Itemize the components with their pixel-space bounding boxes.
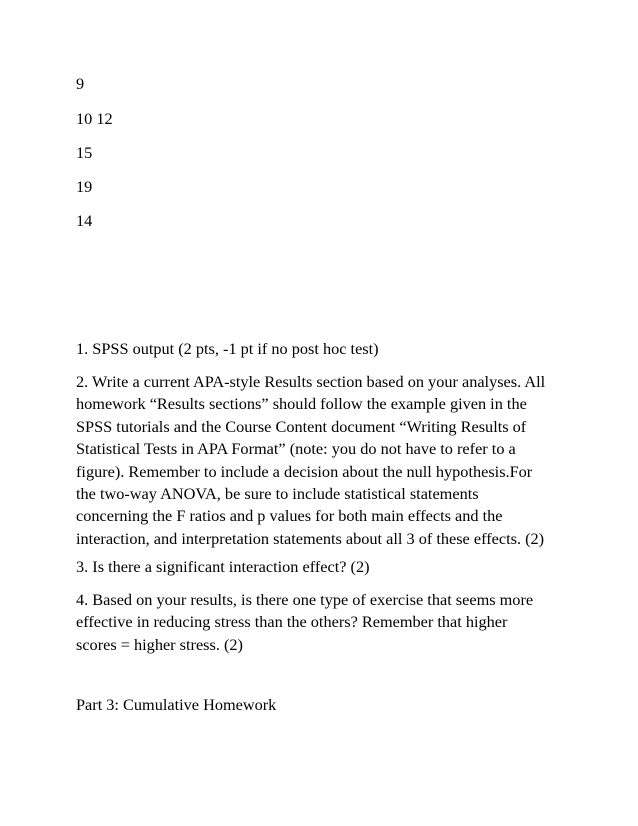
question-2-line: figure). Remember to include a decision about the null hypothesis.For xyxy=(76,461,533,481)
number-line: 15 xyxy=(76,143,93,162)
question-1: 1. SPSS output (2 pts, -1 pt if no post hoc test) xyxy=(76,339,379,358)
question-2-line: the two-way ANOVA, be sure to include statistical statements xyxy=(76,484,479,504)
question-2 xyxy=(76,371,576,550)
question-2-line: Statistical Tests in APA Format” (note: you do not have to refer to a xyxy=(76,439,516,459)
number-line: 9 xyxy=(76,74,85,93)
question-2-line: concerning the F ratios and p values for both main effects and the xyxy=(76,506,503,526)
question-4-line: scores = higher stress. (2) xyxy=(76,634,243,654)
number-line: 19 xyxy=(76,177,93,196)
question-2-line: SPSS tutorials and the Course Content document “Writing Results of xyxy=(76,416,527,436)
section-heading: Part 3: Cumulative Homework xyxy=(76,695,277,714)
question-4-line: 4. Based on your results, is there one type of exercise that seems more xyxy=(76,590,534,609)
question-2-line: homework “Results sections” should follow the example given in the xyxy=(76,394,527,414)
question-2-line: interaction, and interpretation statements about all 3 of these effects. (2) xyxy=(76,528,545,548)
question-2-line: 2. Write a current APA-style Results section based on your analyses. All xyxy=(76,372,546,391)
question-4-line: effective in reducing stress than the others? Remember that higher xyxy=(76,612,508,632)
number-line: 14 xyxy=(76,211,93,230)
question-4 xyxy=(76,589,576,656)
question-3: 3. Is there a significant interaction effect? (2) xyxy=(76,557,370,576)
number-line: 10 12 xyxy=(76,109,113,128)
